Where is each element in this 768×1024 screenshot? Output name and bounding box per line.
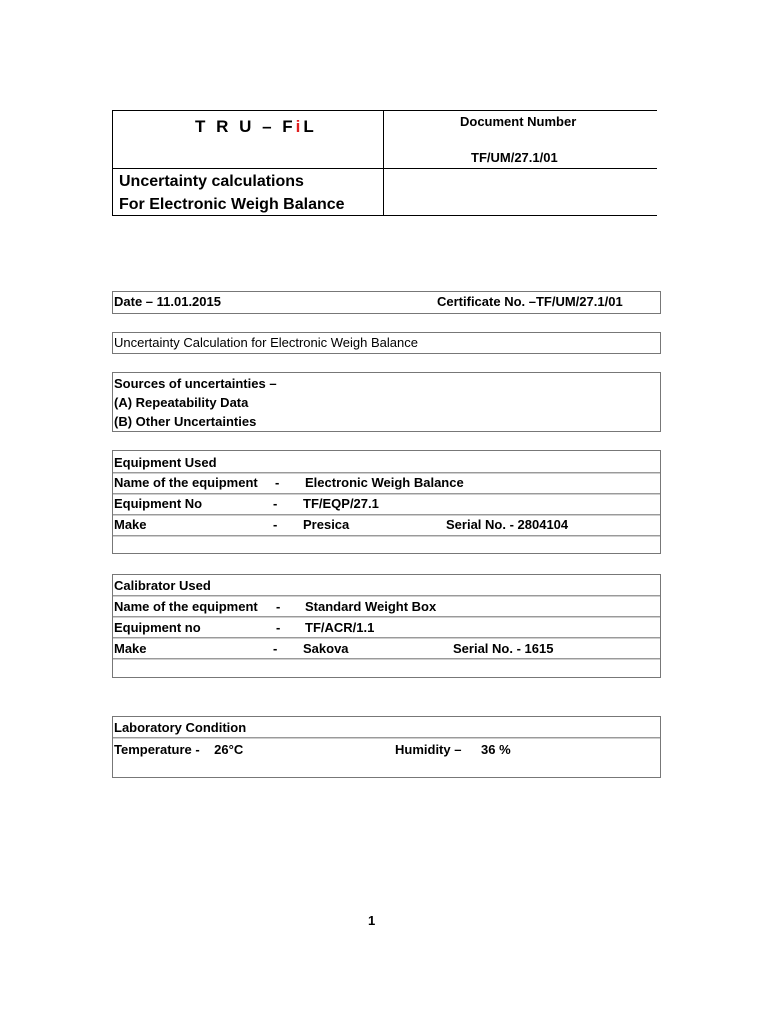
calibrator-name-label: Name of the equipment — [114, 599, 258, 614]
calibrator-no-label: Equipment no — [114, 620, 201, 635]
equipment-name-value: Electronic Weigh Balance — [305, 475, 464, 490]
equipment-used-box — [112, 450, 661, 554]
row-divider — [113, 658, 660, 660]
row-divider — [113, 595, 660, 597]
calibrator-name-value: Standard Weight Box — [305, 599, 437, 614]
equipment-no-label: Equipment No — [114, 496, 203, 511]
calibrator-used-box — [112, 574, 661, 678]
sources-heading: Sources of uncertainties – — [114, 376, 277, 391]
equipment-make-value: Presica — [303, 517, 350, 532]
document-number-value: TF/UM/27.1/01 — [471, 150, 558, 165]
calibrator-make-value: Sakova — [303, 641, 349, 656]
sources-box — [112, 372, 661, 432]
company-logo: T R U – FiL — [195, 117, 317, 136]
laboratory-condition-box — [112, 716, 661, 778]
source-a: (A) Repeatability Data — [114, 395, 249, 410]
equipment-no-dash: - — [273, 496, 278, 511]
calibrator-make-label: Make — [114, 641, 147, 656]
equipment-heading: Equipment Used — [114, 455, 217, 470]
document-header-table — [112, 110, 657, 216]
row-divider — [113, 493, 660, 495]
row-divider — [113, 472, 660, 474]
calculation-title-box — [112, 332, 661, 354]
calculation-title: Uncertainty Calculation for Electronic Weigh Balance — [114, 335, 418, 350]
equipment-make-dash: - — [273, 517, 278, 532]
row-divider — [113, 737, 660, 739]
date-text: Date – 11.01.2015 — [114, 294, 221, 309]
lab-humidity-label: Humidity – — [395, 742, 462, 757]
calibrator-make-dash: - — [273, 641, 278, 656]
row-divider — [113, 514, 660, 516]
header-divider — [383, 110, 384, 216]
header-left-border — [112, 110, 113, 216]
title-line-1: Uncertainty calculations — [119, 173, 304, 190]
header-top-border — [112, 110, 657, 111]
row-divider — [113, 535, 660, 537]
calibrator-heading: Calibrator Used — [114, 578, 211, 593]
calibrator-no-dash: - — [276, 620, 281, 635]
page-number: 1 — [368, 913, 376, 928]
equipment-name-label: Name of the equipment — [114, 475, 258, 490]
title-line-2: For Electronic Weigh Balance — [119, 196, 345, 213]
equipment-no-value: TF/EQP/27.1 — [303, 496, 379, 511]
equipment-name-dash: - — [275, 475, 280, 490]
header-mid-border — [112, 168, 657, 169]
row-divider — [113, 637, 660, 639]
lab-temperature: Temperature - 26°C — [114, 742, 244, 757]
calibrator-name-dash: - — [276, 599, 281, 614]
calibrator-no-value: TF/ACR/1.1 — [305, 620, 375, 635]
lab-heading: Laboratory Condition — [114, 720, 247, 735]
certificate-number: Certificate No. –TF/UM/27.1/01 — [437, 294, 623, 309]
date-certificate-box — [112, 291, 661, 314]
row-divider — [113, 616, 660, 618]
calibrator-serial: Serial No. - 1615 — [453, 641, 554, 656]
source-b: (B) Other Uncertainties — [114, 414, 257, 429]
lab-humidity-value: 36 % — [481, 742, 511, 757]
header-bottom-border — [112, 215, 657, 216]
equipment-serial: Serial No. - 2804104 — [446, 517, 569, 532]
document-number-label: Document Number — [460, 114, 577, 129]
equipment-make-label: Make — [114, 517, 147, 532]
